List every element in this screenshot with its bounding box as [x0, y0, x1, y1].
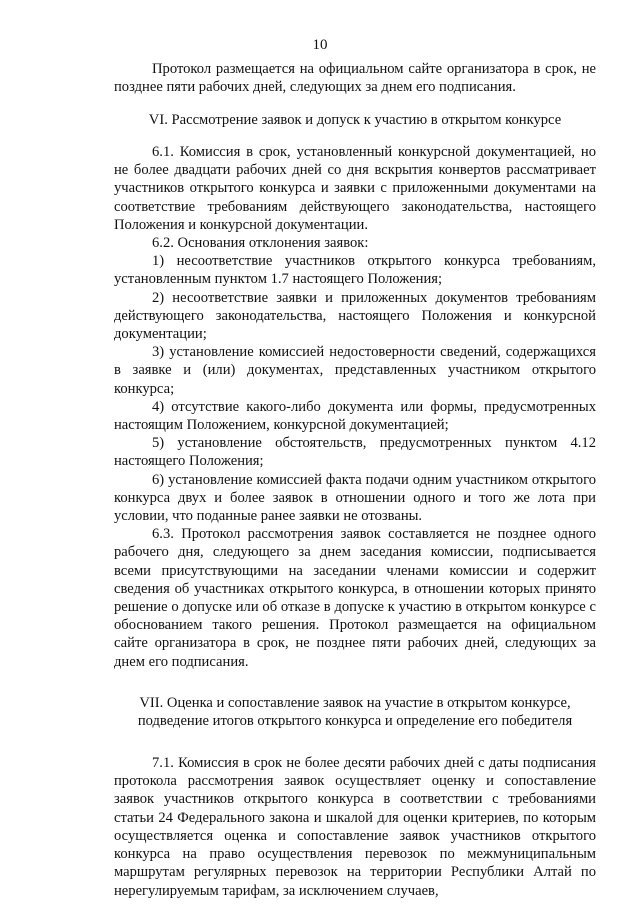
document-body — [114, 60, 596, 900]
spacer — [114, 731, 596, 754]
rejection-item-1: 1) несоответствие участников открытого конкурса требованиям, установленным пунктом 1.7 настоящего Положения; — [114, 253, 596, 288]
spacer — [114, 671, 596, 694]
paragraph-protocol-publication: Протокол размещается на официальном сайте организатора в срок, не позднее пяти рабочих дней, следующих за днем его подписания. — [114, 61, 596, 96]
clause-6-1: 6.1. Комиссия в срок, установленный конкурсной документацией, но не более двадцати рабочих дней со дня вскрытия конвертов рассматривает участников открытого конкурса и заявки с приложенными документами на соответствие требованиям действующего законодательства, настоящего Положения и конкурсной документации. — [114, 144, 596, 233]
spacer — [114, 96, 596, 111]
clause-6-3: 6.3. Протокол рассмотрения заявок составляется не позднее одного рабочего дня, следующего за днем заседания комиссии, подписывается всеми присутствующими на заседании членами комиссии и содержит сведения об участниках открытого конкурса, в отношении которых принято решение о допуске или об отказе в допуске к участию в открытом конкурсе с обоснованием такого решения. Протокол размещается на официальном сайте организатора в срок, не позднее пяти рабочих дней, следующих за днем его подписания. — [114, 526, 596, 670]
section-7-heading-line-2: подведение итогов открытого конкурса и определение его победителя — [137, 713, 573, 730]
rejection-item-4: 4) отсутствие какого-либо документа или формы, предусмотренных настоящим Положением, конкурсной документацией; — [114, 398, 596, 434]
rejection-item-6: 6) установление комиссией факта подачи одним участником открытого конкурса двух и более заявок в отношении одного и того же лота при условии, что поданные ранее заявки не отозваны. — [114, 471, 596, 525]
rejection-item-5: 5) установление обстоятельств, предусмотренных пунктом 4.12 настоящего Положения; — [114, 435, 596, 470]
rejection-item-2: 2) несоответствие заявки и приложенных документов требованиям действующего законодательства, настоящего Положения и конкурсной документации; — [114, 289, 596, 343]
section-7-heading-line-1: VII. Оценка и сопоставление заявок на участие в открытом конкурсе, — [139, 694, 571, 711]
clause-6-2: 6.2. Основания отклонения заявок: — [152, 235, 369, 252]
rejection-item-3: 3) установление комиссией недостоверности сведений, содержащихся в заявке и (или) документах, представленных участником открытого конкурса; — [114, 344, 596, 397]
clause-7-1: 7.1. Комиссия в срок не более десяти рабочих дней с даты подписания протокола рассмотрения заявок осуществляет оценку и сопоставление заявок участников открытого конкурса в соответствии с требованиями статьи 24 Федерального закона и шкалой для оценки критериев, по которым осуществляется оценка и сопоставление заявок участников открытого конкурса на право осуществления перевозок по межмуниципальным маршрутам регулярных перевозок на территории Республики Алтай по нерегулируемым тарифам, за исключением случаев, — [114, 755, 596, 899]
section-6-heading: VI. Рассмотрение заявок и допуск к участию в открытом конкурсе — [148, 112, 562, 129]
page-number: 10 — [312, 37, 328, 53]
spacer — [114, 130, 596, 143]
